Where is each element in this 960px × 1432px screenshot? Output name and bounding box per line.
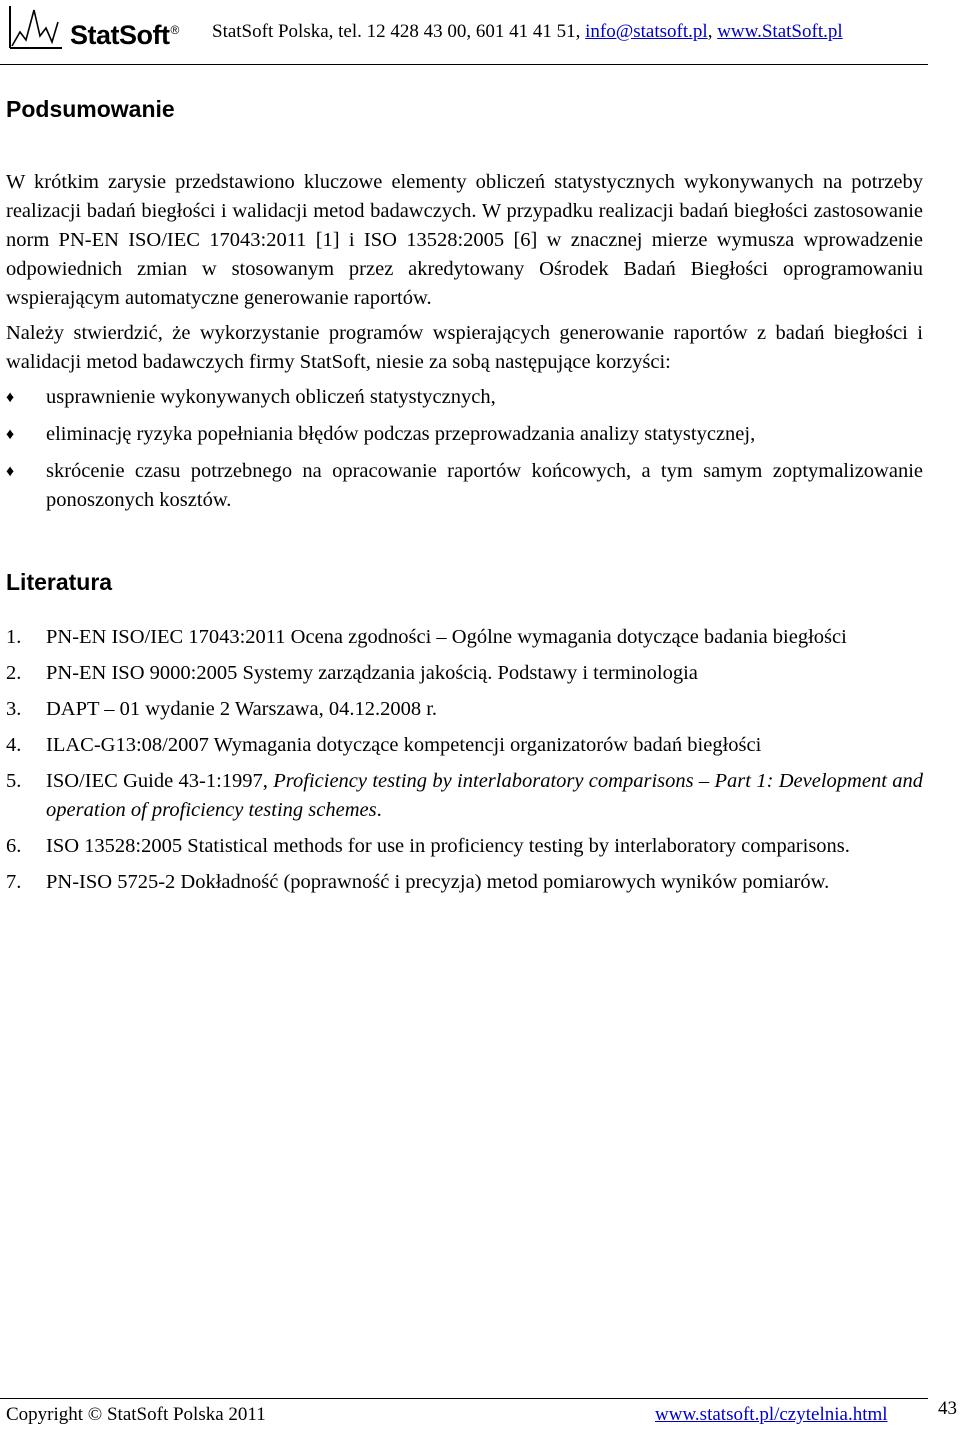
reference-item [6, 623, 923, 652]
page-header [0, 0, 960, 66]
list-item [6, 420, 923, 449]
footer-divider [0, 1398, 928, 1399]
reference-text: DAPT – 01 wydanie 2 Warszawa, 04.12.2008 r. [46, 698, 438, 720]
reference-number: 1. [6, 626, 22, 648]
reference-text-end: . [376, 799, 382, 821]
reference-item [6, 731, 923, 760]
reference-number: 7. [6, 871, 22, 893]
reference-item [6, 659, 923, 688]
list-item [6, 457, 923, 515]
list-item-text: usprawnienie wykonywanych obliczeń statystycznych, [46, 386, 496, 408]
reference-item [6, 868, 923, 897]
page-content [6, 80, 923, 904]
logo-wordmark: StatSoft® [70, 20, 179, 50]
reference-text: PN-EN ISO 9000:2005 Systemy zarządzania jakością. Podstawy i terminologia [46, 662, 698, 684]
list-item [6, 383, 923, 412]
list-item-text: eliminację ryzyka popełniania błędów podczas przeprowadzania analizy statystycznej, [46, 423, 756, 445]
reference-text: ILAC-G13:08/2007 Wymagania dotyczące kompetencji organizatorów badań biegłości [46, 734, 762, 756]
summary-paragraph-1: W krótkim zarysie przedstawiono kluczowe elementy obliczeń statystycznych wykonywanych na potrzeby realizacji badań biegłości i walidacji metod badawczych. W przypadku realizacji badań biegłości zastosowanie norm PN-EN ISO/IEC 17043:2011 [1] i ISO 13528:2005 [6] w znacznej mierze wymusza wprowadzenie odpowiednich zmian w stosowanym przez akredytowany Ośrodek Badań Biegłości oprogramowaniu wspierającym automatyczne generowanie raportów. [6, 171, 923, 309]
summary-paragraph-2: Należy stwierdzić, że wykorzystanie programów wspierających generowanie raportów z badań biegłości i walidacji metod badawczych firmy StatSoft, niesie za sobą następujące korzyści: [6, 322, 923, 373]
diamond-bullet-icon: ♦ [6, 426, 15, 443]
reference-text: PN-EN ISO/IEC 17043:2011 Ocena zgodności – Ogólne wymagania dotyczące badania biegłości [46, 626, 847, 648]
page-number: 43 [938, 1398, 957, 1419]
reference-item [6, 832, 923, 861]
reference-item [6, 695, 923, 724]
reference-number: 4. [6, 734, 22, 756]
header-email-link[interactable]: info@statsoft.pl [585, 21, 708, 42]
reference-item [6, 767, 923, 825]
header-separator: , [707, 21, 718, 42]
header-company-phone: StatSoft Polska, tel. 12 428 43 00, 601 41 41 51, [212, 21, 586, 42]
reference-title-italic: Proficiency testing by interlaboratory comparisons – Part 1: Development and operation of proficiency testing schemes [46, 770, 923, 821]
list-item-text: skrócenie czasu potrzebnego na opracowanie raportów końcowych, a tym samym zoptymalizowanie ponoszonych kosztów. [46, 460, 923, 511]
reference-number: 2. [6, 662, 22, 684]
reference-list [6, 623, 923, 897]
diamond-bullet-icon: ♦ [6, 463, 15, 480]
benefits-list [6, 383, 923, 515]
summary-heading: Podsumowanie [6, 96, 175, 122]
header-website-link[interactable]: www.StatSoft.pl [717, 21, 843, 42]
diamond-bullet-icon: ♦ [6, 389, 15, 406]
footer-link[interactable]: www.statsoft.pl/czytelnia.html [655, 1404, 888, 1425]
reference-text: ISO 13528:2005 Statistical methods for use in proficiency testing by interlaboratory comparisons. [46, 835, 850, 857]
header-contact-info [212, 21, 843, 43]
literature-heading: Literatura [6, 569, 113, 595]
reference-number: 6. [6, 835, 22, 857]
reference-text: ISO/IEC Guide 43-1:1997, [46, 770, 274, 792]
header-divider [0, 64, 928, 65]
reference-number: 3. [6, 698, 22, 720]
footer-copyright: Copyright © StatSoft Polska 2011 [6, 1404, 266, 1425]
reference-text: PN-ISO 5725-2 Dokładność (poprawność i precyzja) metod pomiarowych wyników pomiarów. [46, 871, 830, 893]
reference-number: 5. [6, 770, 22, 792]
statsoft-logo [6, 2, 196, 54]
chart-logo-icon [6, 2, 66, 52]
